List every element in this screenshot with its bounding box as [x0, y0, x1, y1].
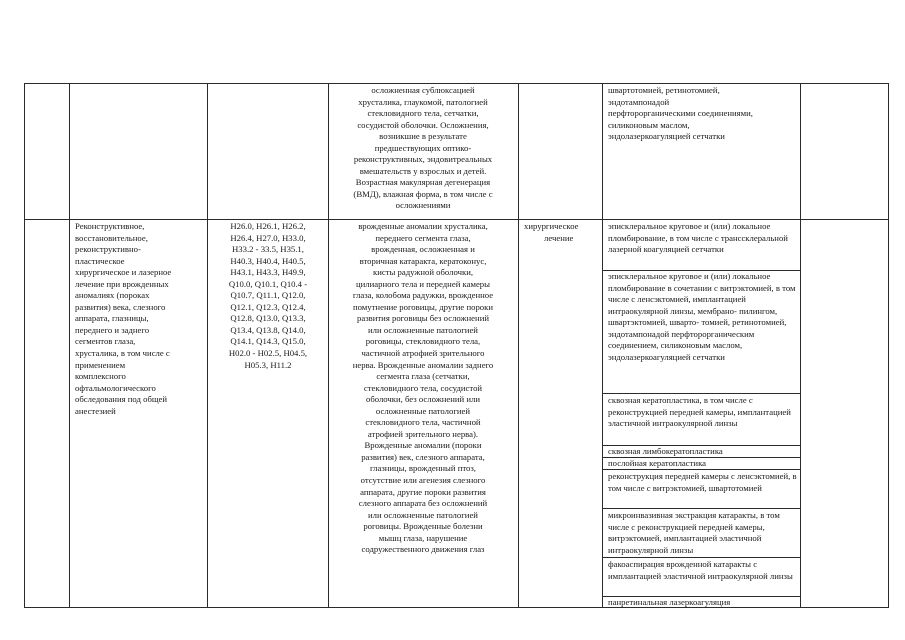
text-line: переднего и заднего [75, 324, 150, 335]
text-line: вторичная катаракта, кератоконус, [359, 255, 487, 266]
text-line: Q12.1, Q12.3, Q12.4, [230, 301, 306, 312]
text-line: аномалиях (пороках [75, 290, 150, 301]
text-line: эписклеральное круговое и (или) [608, 271, 731, 281]
text-line: эндолазеркоагуляцией сетчатки [608, 351, 725, 362]
text-line: микроинвазивная экстракция катаракты, [608, 510, 759, 520]
text-line: H43.1, H43.3, H49.9, [230, 267, 306, 278]
method-item [608, 471, 798, 494]
continued-diagnosis-cell [331, 85, 515, 212]
text-line: локальное пломбирование, в том числе [608, 221, 771, 243]
method-divider [602, 508, 800, 509]
text-line: реконструкция передней камеры с [608, 471, 735, 481]
method-item [608, 271, 798, 363]
text-line: H26.4, H27.0, H33.0, [230, 232, 306, 243]
text-line: H40.3, H40.4, H40.5, [230, 255, 306, 266]
text-line: кисты радужной оболочки, [372, 267, 474, 278]
text-line: развития) век, слезного аппарата, [361, 451, 485, 462]
text-line: Врожденные аномалии (пороки [364, 440, 482, 451]
text-line: нерва. Врожденные аномалии заднего [352, 359, 494, 370]
text-line: развития) века, слезного [75, 301, 166, 312]
text-line: стекловидного тела, частичной [365, 417, 481, 428]
text-line: силиконовым маслом, [660, 340, 743, 351]
text-line: эндотампонадой [608, 96, 670, 107]
text-line: камеры, витрэктомией, имплантацией [608, 521, 765, 544]
method-item [608, 559, 798, 582]
text-line: Q13.4, Q13.8, Q14.0, [230, 324, 306, 335]
col-border-1 [69, 83, 70, 608]
text-line: аппарата, другие пороки развития [360, 486, 486, 497]
text-line: отсутствие или агенезия слезного [360, 475, 486, 486]
text-line: силиконовым маслом, [608, 119, 690, 130]
col-border-0 [24, 83, 25, 608]
text-line: сосудистой оболочки. Осложнения, [357, 119, 489, 130]
text-line: сквозная лимбокератопластика [608, 446, 723, 456]
text-line: врожденные аномалии хрусталика, [358, 221, 488, 231]
text-line: имплантацией эластичной [608, 570, 706, 581]
col-border-3 [328, 83, 329, 608]
method-item [608, 597, 798, 609]
text-line: локальное пломбирование в сочетании с [608, 271, 771, 293]
text-line: имплантацией эластичной [608, 406, 791, 429]
text-line: витрэктомией, в том числе с [608, 282, 796, 305]
text-line: или осложненные патологией [368, 509, 478, 520]
text-line: комплексного [75, 371, 126, 382]
text-line: Q14.1, Q14.3, Q15.0, [230, 336, 306, 347]
text-line: глаза, колобома радужки, врожденное [352, 290, 494, 301]
text-line: Q12.8, Q13.0, Q13.3, [230, 313, 306, 324]
text-line: аппарата, глазницы, [75, 313, 149, 324]
text-line: обследования под общей [75, 394, 168, 405]
text-line: Возрастная макулярная дегенерация [355, 177, 491, 188]
text-line: глазницы, врожденный птоз, [370, 463, 476, 474]
text-line: сегментов глаза, [75, 336, 136, 347]
text-line: пластическое [75, 255, 125, 266]
text-line: слезного аппарата без осложнений [358, 498, 488, 509]
text-line: реконструктивно- [75, 244, 141, 255]
text-line: перфторорганическими соединениями, [608, 108, 753, 119]
text-line: коагуляцией сетчатки [643, 244, 724, 255]
text-line: хирургическое и лазерное [75, 267, 172, 278]
text-line: оболочки, без осложнений или [365, 394, 481, 405]
diagnosis-cell [331, 221, 515, 556]
text-line: возникшие в результате [379, 131, 467, 142]
text-line: Реконструктивное, [75, 221, 145, 231]
col-border-2 [207, 83, 208, 608]
text-line: перфторорганическим соединением, [608, 328, 755, 351]
text-line: роговицы. Врожденные болезни [363, 521, 483, 532]
treatment-name-cell [75, 221, 205, 417]
icd-codes-cell [210, 221, 326, 371]
text-line: помутнение роговицы, другие пороки [352, 301, 494, 312]
method-divider [602, 557, 800, 558]
text-line: H33.2 - 33.5, H35.1, [232, 244, 304, 255]
text-line: вмешательств у взрослых и детей. [359, 165, 487, 176]
text-line: восстановительное, [75, 232, 148, 243]
method-item [608, 395, 798, 430]
text-line: эндолазеркоагуляцией сетчатки [608, 131, 725, 142]
method-divider [602, 393, 800, 394]
text-line: хрусталика, глаукомой, патологией [358, 96, 488, 107]
text-line: интраокулярной линзы [652, 418, 738, 429]
text-line: осложненные патологией [375, 405, 471, 416]
text-line: витрэктомией, швартотомией [652, 482, 762, 493]
text-line: стекловидного тела, сетчатки, [367, 108, 479, 119]
method-item [608, 446, 798, 458]
text-line: H02.0 - H02.5, H04.5, [228, 348, 308, 359]
text-line: (ВМД), влажная форма, в том числе с [353, 188, 493, 199]
col-border-5 [602, 83, 603, 608]
text-line: предшествующих оптико- [374, 142, 472, 153]
text-line: томией, ретинотомией, эндотампонадой [608, 317, 787, 339]
text-line: ленсэктомией, имплантацией [637, 294, 746, 305]
text-line: панретинальная лазеркоагуляция [608, 597, 731, 607]
text-line: пилингом, швартэктомией, шварто- [608, 305, 778, 328]
text-line: осложненная сублюксацией [371, 85, 475, 95]
text-line: хирургическое [524, 221, 579, 231]
text-line: развития роговицы без осложнений [357, 313, 489, 324]
text-line: осложнениями [395, 200, 451, 211]
text-line: частичной атрофией зрительного [361, 348, 485, 359]
method-item [608, 221, 798, 256]
text-line: офтальмологического [75, 382, 156, 393]
method-item [608, 458, 798, 470]
text-line: с транссклеральной лазерной [608, 232, 788, 255]
text-line: хрусталика, в том числе с [75, 348, 170, 359]
text-line: H26.0, H26.1, H26.2, [230, 221, 306, 231]
text-line: сегмента глаза (сетчатки, [376, 371, 470, 382]
text-line: стекловидного тела, сосудистой [363, 382, 483, 393]
text-line: эписклеральное круговое и (или) [608, 221, 731, 231]
text-line: атрофией зрительного нерва). [367, 428, 479, 439]
col-border-7 [888, 83, 889, 608]
text-line: реконструктивных, эндовитреальных [353, 154, 493, 165]
text-line: эластичной интраокулярной линзы [608, 533, 762, 555]
text-line: интраокулярной линзы [707, 570, 793, 581]
text-line: мышц глаза, нарушение [378, 532, 468, 543]
row-divider [24, 219, 889, 220]
method-item [608, 510, 798, 556]
text-line: факоаспирация врожденной катаракты с [608, 559, 758, 569]
text-line: H05.3, H11.2 [244, 359, 292, 370]
text-line: содружественного движения глаз [361, 544, 485, 555]
text-line: анестезией [75, 405, 116, 416]
col-border-4 [518, 83, 519, 608]
text-line: переднего сегмента глаза, [375, 232, 471, 243]
text-line: Q10.0, Q10.1, Q10.4 - [228, 278, 308, 289]
text-line: сквозная кератопластика, в том числе с [608, 395, 753, 405]
text-line: или осложненные патологией [368, 324, 478, 335]
text-line: ленсэктомией, в том числе с [608, 471, 797, 493]
col-border-6 [800, 83, 801, 608]
table-top-border [24, 83, 889, 84]
text-line: реконструкцией передней камеры, [608, 406, 736, 417]
treatment-type-cell [524, 221, 600, 244]
text-line: швартотомией, ретинотомией, [608, 85, 720, 95]
text-line: врожденная, осложненная и [371, 244, 475, 255]
text-line: лечение при врожденных [75, 278, 169, 289]
text-line: в том числе с реконструкцией передней [608, 510, 780, 532]
text-line: лечение [544, 232, 574, 243]
text-line: послойная кератопластика [608, 458, 707, 468]
text-line: Q10.7, Q11.1, Q12.0, [230, 290, 306, 301]
text-line: применением [75, 359, 126, 370]
text-line: роговицы, стекловидного тела, [365, 336, 481, 347]
text-line: цилиарного тела и передней камеры [356, 278, 490, 289]
continued-method-cell [608, 85, 798, 143]
text-line: интраокулярной линзы, мембрано- [608, 305, 737, 316]
